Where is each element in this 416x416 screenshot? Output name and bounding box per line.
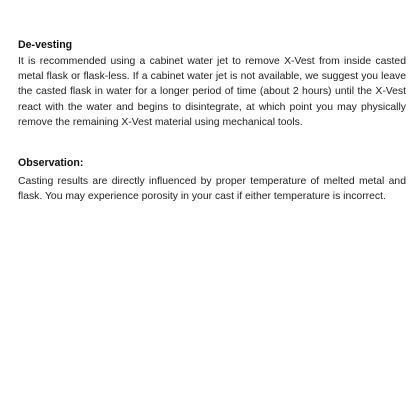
observation-paragraph: Casting results are directly influenced by proper temperature of melted metal and flask. You may experience porosity in your cast if either temperature is incorrect.	[18, 176, 406, 203]
section-observation	[18, 156, 406, 204]
observation-heading: Observation:	[18, 157, 84, 170]
document-page	[18, 38, 406, 204]
devesting-heading: De-vesting	[18, 39, 73, 51]
devesting-paragraph: It is recommended using a cabinet water jet to remove X-Vest from inside casted metal flask or flask-less. If a cabinet water jet is not available, we suggest you leave the casted flask in water for a longer period of time (about 2 hours) until the X-Vest react with the water and begins to disintegrate, at which point you may physically remove the remaining X-Vest material using mechanical tools.	[18, 56, 406, 128]
section-devesting	[18, 38, 406, 130]
